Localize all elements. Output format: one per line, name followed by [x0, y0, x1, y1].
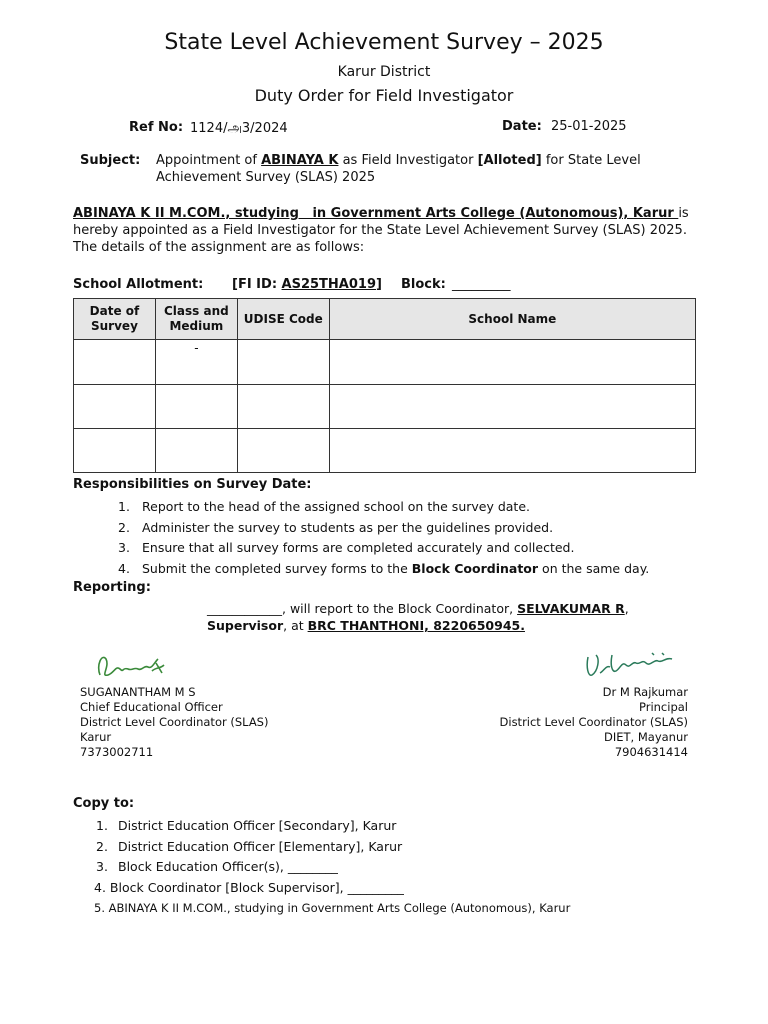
table-header-row	[74, 299, 696, 340]
left-signatory	[80, 685, 268, 760]
block-blank: _________	[452, 277, 511, 292]
signatory-place: Karur	[80, 730, 112, 744]
list-item: 4. Block Coordinator [Block Supervisor], _________	[94, 879, 404, 895]
table-cell	[329, 429, 695, 473]
signatory-phone: 7373002711	[80, 745, 154, 759]
right-signature-image	[582, 645, 692, 685]
list-item: 1. District Education Officer [Secondary], Karur	[96, 818, 397, 833]
column-header: Class and Medium	[155, 299, 237, 340]
appointee-details: ABINAYA K II M.COM., studying in Government Arts College (Autonomous), Karur	[73, 206, 679, 221]
table-row	[74, 340, 696, 385]
table-cell	[155, 385, 237, 429]
column-header: UDISE Code	[237, 299, 329, 340]
table-cell: -	[155, 340, 237, 385]
table-row	[74, 429, 696, 473]
list-item: 1. Report to the head of the assigned school on the survey date.	[118, 499, 530, 514]
subject-label: Subject:	[80, 153, 141, 168]
list-item: 2. District Education Officer [Elementary], Karur	[96, 838, 403, 854]
signatory-title: Principal	[638, 700, 688, 714]
right-signatory	[500, 685, 688, 760]
list-item: 3. Block Education Officer(s), ________	[96, 859, 338, 874]
reporting-line-2: Supervisor, at BRC THANTHONI, 8220650945.	[207, 618, 525, 633]
order-title: Duty Order for Field Investigator	[254, 86, 514, 105]
subject-text: Appointment of ABINAYA K as Field Investigator [Alloted] for State Level Achievement Survey (SLAS) 2025	[156, 153, 641, 185]
list-item: 5. ABINAYA K II M.COM., studying in Government Arts College (Autonomous), Karur	[94, 901, 571, 915]
fi-id: [FI ID: AS25THA019]	[232, 277, 382, 292]
column-header: Date of Survey	[74, 299, 156, 340]
table-cell	[155, 429, 237, 473]
allotment-status: [Alloted]	[477, 153, 542, 168]
table-cell	[329, 385, 695, 429]
table-cell	[74, 340, 156, 385]
school-allotment-label: School Allotment:	[73, 277, 204, 292]
intro-paragraph: ABINAYA K II M.COM., studying in Government Arts College (Autonomous), Karur is hereby appointed as a Field Investigator for the State Level Achievement Survey (SLAS) 2025. The details of the assignment are as follows:	[73, 206, 689, 255]
fi-id-value: AS25THA019	[281, 277, 377, 292]
table-cell	[74, 429, 156, 473]
list-item: 4. Submit the completed survey forms to the Block Coordinator on the same day.	[118, 560, 650, 576]
signatory-title: Chief Educational Officer	[80, 700, 223, 714]
school-allotment-table	[73, 298, 696, 473]
responsibilities-list	[118, 497, 649, 579]
signatory-role: District Level Coordinator (SLAS)	[499, 715, 688, 729]
list-item: 2. Administer the survey to students as per the guidelines provided.	[118, 519, 554, 535]
district-name: Karur District	[337, 64, 431, 80]
copy-to-list	[96, 816, 570, 919]
date-value: 25-01-2025	[551, 119, 627, 134]
table-cell	[237, 385, 329, 429]
table-cell	[237, 340, 329, 385]
block-label: Block:	[401, 277, 446, 292]
coordinator-name: SELVAKUMAR R	[517, 601, 625, 616]
table-row	[74, 385, 696, 429]
reporting-line-1: ____________, will report to the Block Coordinator, SELVAKUMAR R,	[207, 601, 629, 616]
table-cell	[237, 429, 329, 473]
date-label: Date:	[502, 119, 542, 134]
ref-label: Ref No:	[129, 120, 184, 135]
signatory-place: DIET, Mayanur	[604, 730, 688, 744]
copy-to-title: Copy to:	[73, 796, 135, 811]
column-header: School Name	[329, 299, 695, 340]
signatory-name: SUGANANTHAM M S	[80, 685, 196, 699]
responsibilities-title: Responsibilities on Survey Date:	[73, 477, 312, 492]
table-cell	[329, 340, 695, 385]
signatory-phone: 7904631414	[614, 745, 688, 759]
signatory-role: District Level Coordinator (SLAS)	[80, 715, 269, 729]
signatory-name: Dr M Rajkumar	[602, 685, 688, 699]
appointee-name: ABINAYA K	[261, 153, 339, 168]
table-cell	[74, 385, 156, 429]
reporting-title: Reporting:	[73, 580, 151, 595]
left-signature-image	[92, 645, 172, 685]
ref-number: 1124/அ3/2024	[190, 121, 288, 136]
list-item: 3. Ensure that all survey forms are completed accurately and collected.	[118, 540, 575, 555]
brc-location: BRC THANTHONI, 8220650945.	[307, 618, 525, 633]
document-title: State Level Achievement Survey – 2025	[164, 30, 604, 55]
